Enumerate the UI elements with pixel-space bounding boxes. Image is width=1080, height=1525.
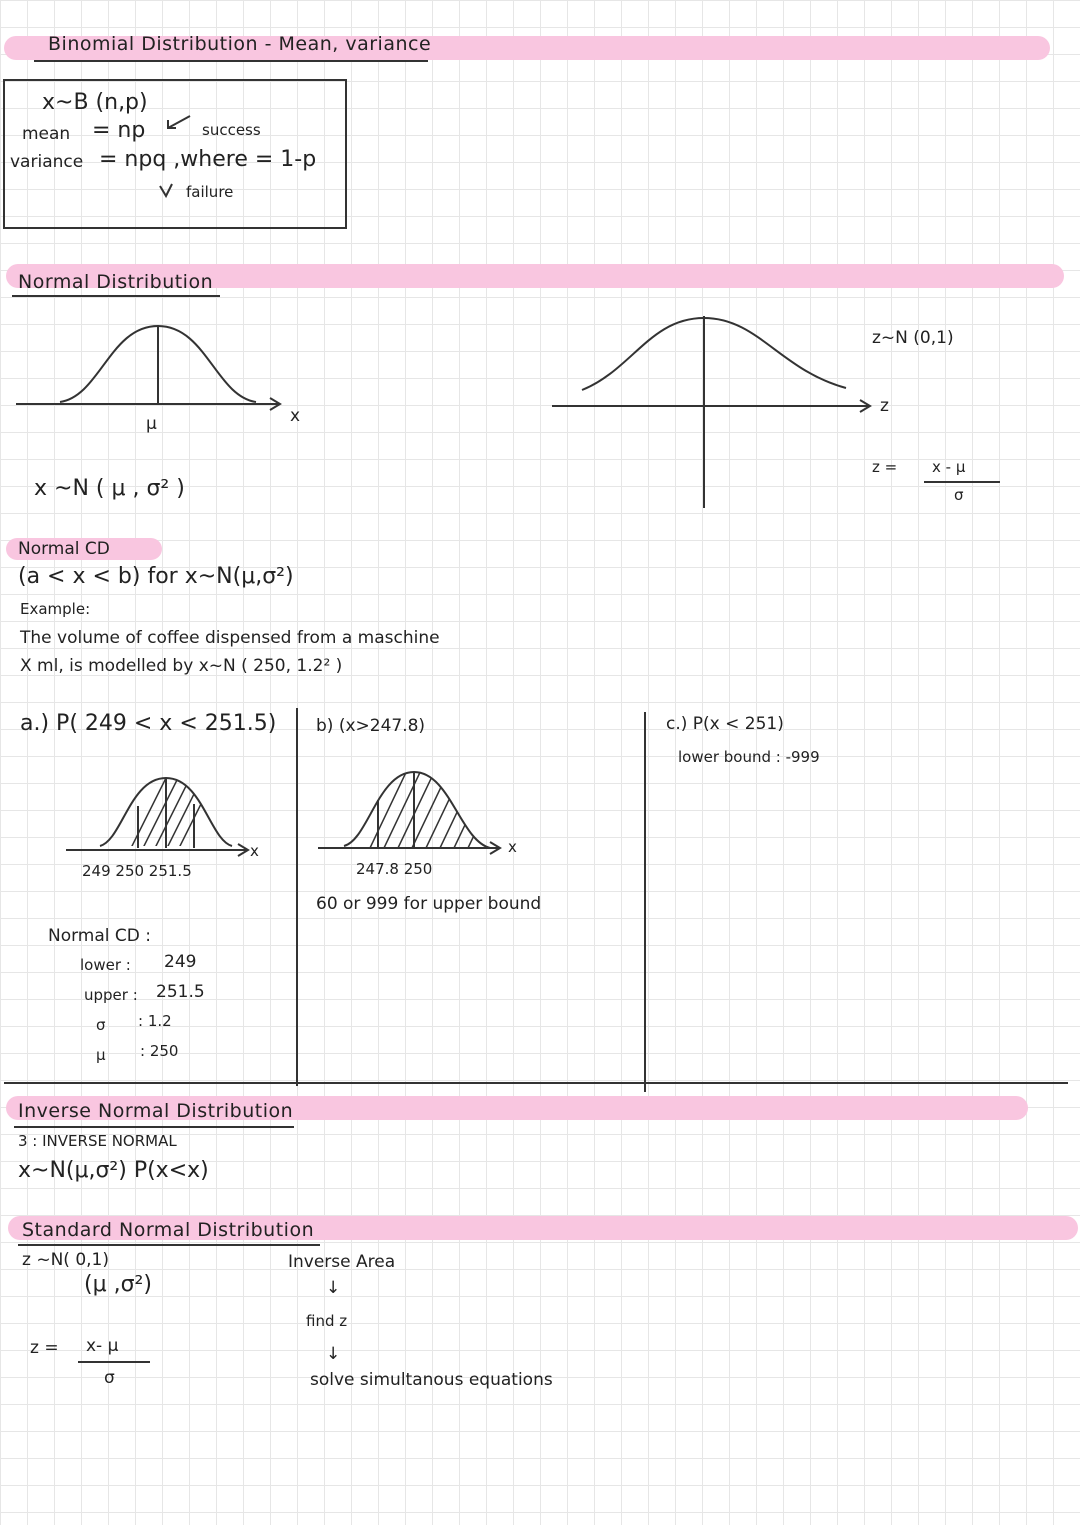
flow-solve: solve simultanous equations <box>310 1370 553 1390</box>
standard-notation-2: (μ ,σ²) <box>84 1272 152 1297</box>
divider-b-c <box>644 712 646 1092</box>
flow-arrow-2-icon: ↓ <box>326 1344 341 1364</box>
part-a-mu-key: μ <box>96 1046 106 1064</box>
standard-title: Standard Normal Distribution <box>22 1219 315 1241</box>
part-a-x-axis-label: x <box>250 842 259 860</box>
standard-notation-1: z ~N( 0,1) <box>22 1250 109 1270</box>
binomial-variance-label: variance <box>10 152 84 172</box>
part-a-cd-title: Normal CD : <box>48 926 152 946</box>
binomial-title-underline <box>34 60 428 62</box>
part-b-note: 60 or 999 for upper bound <box>316 894 542 914</box>
standard-z-numerator: x- μ <box>86 1336 119 1356</box>
z-formula-bar <box>924 481 1000 483</box>
binomial-success-note: success <box>202 121 261 139</box>
z-formula-denominator: σ <box>954 486 964 504</box>
part-a-mu-value: : 250 <box>140 1042 179 1060</box>
part-a-ticks: 249 250 251.5 <box>82 862 192 880</box>
example-label: Example: <box>20 600 91 618</box>
normal-mu-label: μ <box>146 414 157 434</box>
normal-notation: x ~N ( μ , σ² ) <box>34 476 185 501</box>
standard-normal-curve <box>540 300 900 515</box>
binomial-variance-eq: = npq ,where = 1-p <box>99 147 317 172</box>
z-formula-numerator: x - μ <box>932 458 966 476</box>
inverse-step: 3 : INVERSE NORMAL <box>18 1132 177 1150</box>
failure-arrow-icon <box>158 182 174 198</box>
example-line-1: The volume of coffee dispensed from a maschine <box>20 628 440 648</box>
flow-find-z: find z <box>306 1312 348 1330</box>
example-line-2: X ml, is modelled by x~N ( 250, 1.2² ) <box>20 656 343 676</box>
inverse-title: Inverse Normal Distribution <box>18 1100 294 1122</box>
binomial-mean-eq: = np <box>92 118 146 143</box>
binomial-failure-note: failure <box>186 183 234 201</box>
normal-title-underline <box>12 295 220 297</box>
standard-z-bar <box>78 1361 150 1363</box>
z-formula-lhs: z = <box>872 458 898 476</box>
standard-title-underline <box>18 1244 320 1246</box>
part-a-upper-key: upper : <box>84 986 138 1004</box>
part-a-upper-value: 251.5 <box>156 982 205 1002</box>
normal-x-axis-label: x <box>290 406 301 426</box>
standard-z-denominator: σ <box>104 1368 115 1388</box>
binomial-title: Binomial Distribution - Mean, variance <box>48 33 432 55</box>
flow-arrow-1-icon: ↓ <box>326 1278 341 1298</box>
part-a-sigma-value: : 1.2 <box>138 1012 172 1030</box>
part-b-label: b) (x>247.8) <box>316 716 426 736</box>
normal-title: Normal Distribution <box>18 271 214 293</box>
inverse-title-underline <box>14 1126 294 1128</box>
inverse-notation: x~N(μ,σ²) P(x<x) <box>18 1158 209 1183</box>
success-arrow-icon <box>164 112 194 132</box>
normal-cd-range: (a < x < b) for x~N(μ,σ²) <box>18 564 294 589</box>
divider-a-b <box>296 708 298 1086</box>
part-a-curve <box>60 770 270 860</box>
binomial-mean-label: mean <box>22 124 71 144</box>
part-a-label: a.) P( 249 < x < 251.5) <box>20 711 277 736</box>
part-a-sigma-key: σ <box>96 1016 106 1034</box>
part-c-label: c.) P(x < 251) <box>666 714 784 734</box>
standard-z-axis-label: z <box>880 396 889 416</box>
flow-inverse-area: Inverse Area <box>288 1252 396 1272</box>
binomial-notation: x~B (n,p) <box>42 90 148 115</box>
divider-bottom <box>4 1082 1068 1084</box>
normal-cd-badge: Normal CD <box>18 539 110 559</box>
part-a-lower-value: 249 <box>164 952 197 972</box>
part-b-curve <box>314 764 534 854</box>
part-b-x-axis-label: x <box>508 838 517 856</box>
part-a-lower-key: lower : <box>80 956 131 974</box>
normal-curve-left <box>0 310 300 420</box>
standard-normal-notation: z~N (0,1) <box>872 328 954 348</box>
part-b-ticks: 247.8 250 <box>356 860 433 878</box>
part-c-note: lower bound : -999 <box>678 748 820 766</box>
standard-z-lhs: z = <box>30 1338 59 1358</box>
